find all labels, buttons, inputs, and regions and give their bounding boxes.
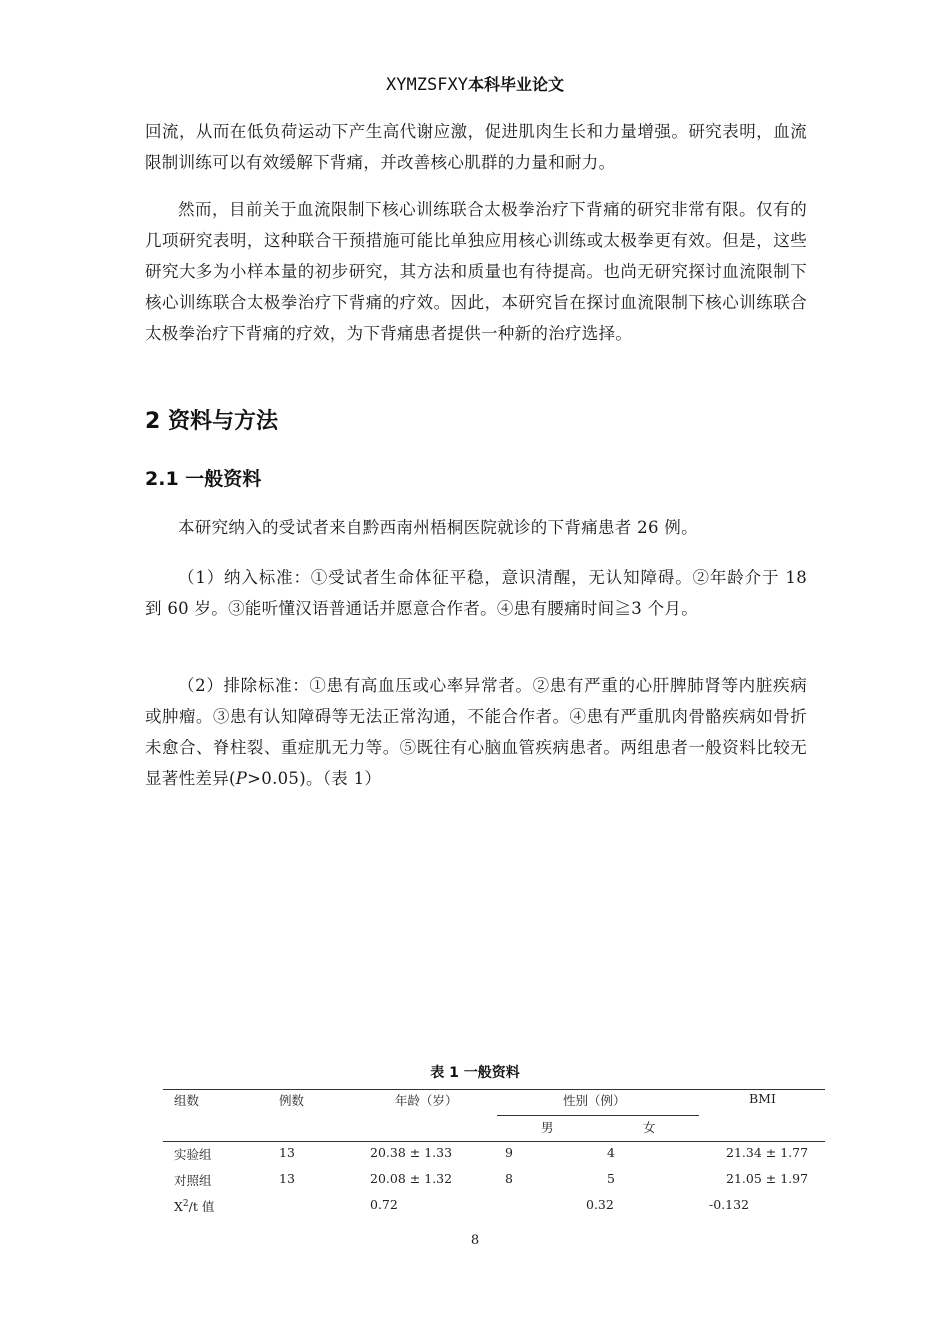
stat-bmi: -0.132 bbox=[709, 1197, 750, 1212]
row2-male: 8 bbox=[505, 1171, 513, 1186]
stat-label-x: X bbox=[174, 1199, 183, 1214]
row2-female: 5 bbox=[607, 1171, 615, 1186]
row2-bmi: 21.05 ± 1.97 bbox=[726, 1171, 809, 1186]
section-heading: 2 资料与方法 bbox=[145, 409, 278, 434]
header-code: XYMZSFXY bbox=[386, 75, 468, 95]
row1-female: 4 bbox=[607, 1145, 615, 1160]
table-top-rule bbox=[163, 1089, 825, 1090]
row1-male: 9 bbox=[505, 1145, 513, 1160]
header-title: 本科毕业论文 bbox=[467, 75, 564, 94]
exclusion-text: （2）排除标准：①患有高血压或心率异常者。②患有严重的心肝脾肺肾等内脏疾病或肿瘤。③患有认知障碍等无法正常沟通，不能合作者。④患有严重肌肉骨骼疾病如骨折未愈合、脊柱裂、重症肌无力等。⑤既往有心脑血管疾病患者。两组患者一般资料比较无显著性差异( bbox=[145, 676, 807, 788]
table-sex-subrule bbox=[497, 1115, 699, 1116]
p-value-symbol: P bbox=[235, 769, 248, 788]
row2-age: 20.08 ± 1.32 bbox=[370, 1171, 453, 1186]
stat-row-label bbox=[174, 1197, 214, 1215]
table-header-rule bbox=[163, 1141, 825, 1142]
stat-label-rest: /t 值 bbox=[188, 1199, 215, 1214]
paragraph-continuation: 回流，从而在低负荷运动下产生高代谢应激，促进肌肉生长和力量增强。研究表明，血流限制训练可以有效缓解下背痛，并改善核心肌群的力量和耐力。 bbox=[145, 122, 807, 172]
paragraph-inclusion-criteria: （1）纳入标准：①受试者生命体征平稳，意识清醒，无认知障碍。②年龄介于 18 到 60 岁。③能听懂汉语普通话并愿意合作者。④患有腰痛时间≧3 个月。 bbox=[145, 568, 807, 618]
row2-group: 对照组 bbox=[174, 1173, 212, 1188]
stat-sex: 0.32 bbox=[586, 1197, 614, 1212]
header-count: 例数 bbox=[279, 1093, 305, 1108]
header-group: 组数 bbox=[174, 1093, 200, 1108]
row2-count: 13 bbox=[279, 1171, 295, 1186]
page-number: 8 bbox=[470, 1233, 480, 1248]
paragraph-subjects: 本研究纳入的受试者来自黔西南州梧桐医院就诊的下背痛患者 26 例。 bbox=[178, 518, 698, 537]
header-male: 男 bbox=[541, 1120, 554, 1135]
row1-group: 实验组 bbox=[174, 1147, 212, 1162]
row1-bmi: 21.34 ± 1.77 bbox=[726, 1145, 809, 1160]
stat-age: 0.72 bbox=[370, 1197, 398, 1212]
subsection-heading: 2.1 一般资料 bbox=[145, 468, 262, 490]
row1-count: 13 bbox=[279, 1145, 295, 1160]
paragraph-exclusion-criteria bbox=[145, 670, 807, 794]
stat-label-sup: 2 bbox=[182, 1198, 189, 1209]
table-caption: 表 1 一般资料 bbox=[430, 1065, 520, 1081]
header-age: 年龄（岁） bbox=[395, 1093, 458, 1108]
paragraph-limitations: 然而，目前关于血流限制下核心训练联合太极拳治疗下背痛的研究非常有限。仅有的几项研究表明，这种联合干预措施可能比单独应用核心训练或太极拳更有效。但是，这些研究大多为小样本量的初步研究，其方法和质量也有待提高。也尚无研究探讨血流限制下核心训练联合太极拳治疗下背痛的疗效。因此，本研究旨在探讨血流限制下核心训练联合太极拳治疗下背痛的疗效，为下背痛患者提供一种新的治疗选择。 bbox=[145, 200, 807, 343]
exclusion-text-end: >0.05)。（表 1） bbox=[247, 769, 382, 788]
header-bmi: BMI bbox=[749, 1091, 776, 1106]
page-header bbox=[0, 72, 950, 95]
header-female: 女 bbox=[643, 1120, 656, 1135]
row1-age: 20.38 ± 1.33 bbox=[370, 1145, 453, 1160]
header-sex: 性别（例） bbox=[563, 1093, 626, 1108]
